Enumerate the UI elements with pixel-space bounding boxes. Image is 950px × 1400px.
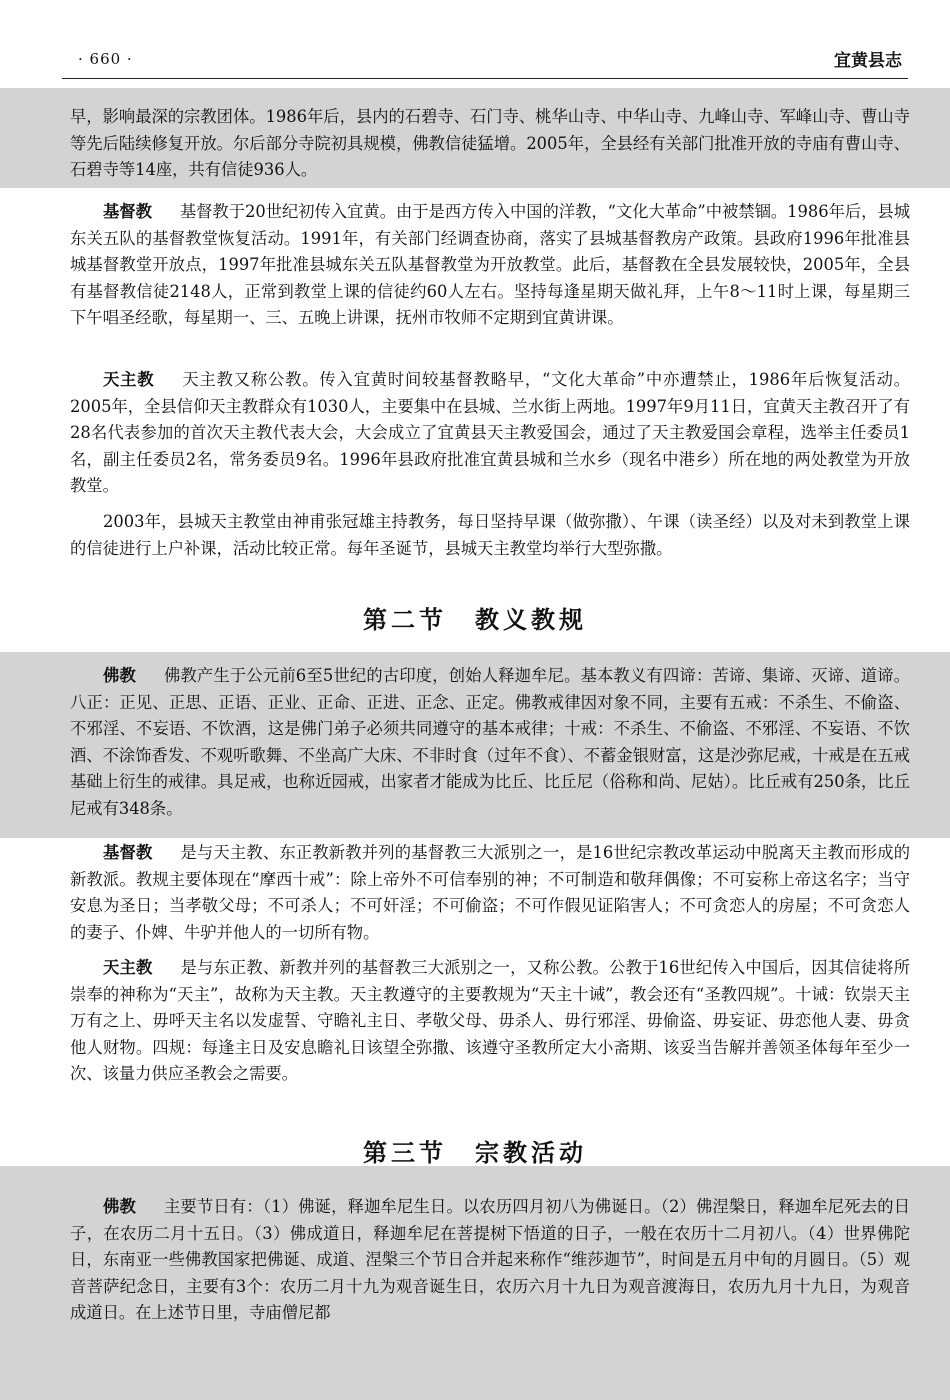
paragraph-catholicism-history [70, 367, 910, 500]
paragraph-protestantism-doctrine [70, 840, 910, 946]
paragraph-protestantism-history [70, 199, 910, 332]
running-header [0, 38, 950, 80]
paragraph-catholicism-doctrine [70, 955, 910, 1088]
paragraph-buddhism-intro [70, 104, 910, 184]
term-label: 基督教 [103, 843, 153, 862]
paragraph-text: 主要节日有：（1）佛诞，释迦牟尼生日。以农历四月初八为佛诞日。（2）佛涅槃日，释迦牟尼死去的日子，在农历二月十五日。（3）佛成道日，释迦牟尼在菩提树下悟道的日子，一般在农历十二月初八。（4）世界佛陀日，东南亚一些佛教国家把佛诞、成道、涅槃三个节日合并起来称作“维莎迦节”，时间是五月中旬的月圆日。（5）观音菩萨纪念日，主要有3个：农历二月十九为观音诞生日，农历六月十九日为观音渡海日，农历九月十九日，为观音成道日。在上述节日里，寺庙僧尼都 [70, 1197, 910, 1322]
paragraph-text: 是与东正教、新教并列的基督教三大派别之一，又称公教。公教于16世纪传入中国后，因其信徒将所崇奉的神称为“天主”，故称为天主教。天主教遵守的主要教规为“天主十诫”，教会还有“圣教四规”。十诫：钦崇天主万有之上、毋呼天主名以发虚誓、守瞻礼主日、孝敬父母、毋杀人、毋行邪淫、毋偷盗、毋妄证、毋恋他人妻、毋贪他人财物。四规：每逢主日及安息瞻礼日该望全弥撒、该遵守圣教所定大小斋期、该妥当告解并善领圣体每年至少一次、该量力供应圣教会之需要。 [70, 958, 910, 1083]
section-title-activities: 第三节 宗教活动 [363, 1138, 587, 1167]
paragraph-buddhism-doctrine [70, 663, 910, 822]
paragraph-text: 基督教于20世纪初传入宜黄。由于是西方传入中国的洋教，“文化大革命”中被禁锢。1986年后，县城东关五队的基督教堂恢复活动。1991年，有关部门经调查协商，落实了县城基督教房产政策。县政府1996年批准县城基督教堂开放点，1997年批准县城东关五队基督教堂为开放教堂。此后，基督教在全县发展较快，2005年，全县有基督教信徒2148人，正常到教堂上课的信徒约60人左右。坚持每逢星期天做礼拜，上午8～11时上课，每星期三下午唱圣经歌，每星期一、三、五晚上讲课，抚州市牧师不定期到宜黄讲课。 [70, 202, 910, 327]
paragraph-text: 2003年，县城天主教堂由神甫张冠雄主持教务，每日坚持早课（做弥撒）、午课（读圣经）以及对未到教堂上课的信徒进行上户补课，活动比较正常。每年圣诞节，县城天主教堂均举行大型弥撒。 [70, 512, 910, 558]
term-label: 基督教 [103, 202, 152, 221]
paragraph-text: 早，影响最深的宗教团体。1986年后，县内的石碧寺、石门寺、桃华山寺、中华山寺、九峰山寺、军峰山寺、曹山寺等先后陆续修复开放。尔后部分寺院初具规模，佛教信徒猛增。2005年，全县经有关部门批准开放的寺庙有曹山寺、石碧寺等14座，共有信徒936人。 [70, 107, 910, 179]
paragraph-buddhism-festivals [70, 1194, 910, 1327]
book-title: 宜黄县志 [834, 51, 902, 71]
paragraph-text: 是与天主教、东正教新教并列的基督教三大派别之一，是16世纪宗教改革运动中脱离天主教而形成的新教派。教规主要体现在“摩西十戒”：除上帝外不可信奉别的神；不可制造和敬拜偶像；不可妄称上帝这名字；当守安息为圣日；当孝敬父母；不可杀人；不可奸淫；不可偷盗；不可作假见证陷害人；不可贪恋人的房屋；不可贪恋人的妻子、仆婢、牛驴并他人的一切所有物。 [70, 843, 910, 942]
term-label: 佛教 [103, 1197, 136, 1216]
term-label: 佛教 [103, 666, 136, 685]
paragraph-text: 佛教产生于公元前6至5世纪的古印度，创始人释迦牟尼。基本教义有四谛：苦谛、集谛、灭谛、道谛。八正：正见、正思、正语、正业、正命、正进、正念、正定。佛教戒律因对象不同，主要有五戒：不杀生、不偷盗、不邪淫、不妄语、不饮酒，这是佛门弟子必须共同遵守的基本戒律；十戒：不杀生、不偷盗、不邪淫、不妄语、不饮酒、不涂饰香发、不观听歌舞、不坐高广大床、不非时食（过年不食）、不蓄金银财富，这是沙弥尼戒，十戒是在五戒基础上衍生的戒律。具足戒，也称近园戒，出家者才能成为比丘、比丘尼（俗称和尚、尼姑）。比丘戒有250条，比丘尼戒有348条。 [70, 666, 910, 818]
term-label: 天主教 [103, 958, 153, 977]
header-rule [62, 78, 908, 79]
term-label: 天主教 [103, 370, 155, 389]
paragraph-catholic-church-2003 [70, 509, 910, 562]
page-number: · 660 · [78, 50, 133, 68]
paragraph-text: 天主教又称公教。传入宜黄时间较基督教略早，“文化大革命”中亦遭禁止，1986年后恢复活动。2005年，全县信仰天主教群众有1030人，主要集中在县城、兰水街上两地。1997年9月11日，宜黄天主教召开了有28名代表参加的首次天主教代表大会，大会成立了宜黄县天主教爱国会，通过了天主教爱国会章程，选举主任委员1名，副主任委员2名，常务委员9名。1996年县政府批准宜黄县城和兰水乡（现名中港乡）所在地的两处教堂为开放教堂。 [70, 370, 910, 495]
section-title-doctrine: 第二节 教义教规 [363, 605, 587, 634]
